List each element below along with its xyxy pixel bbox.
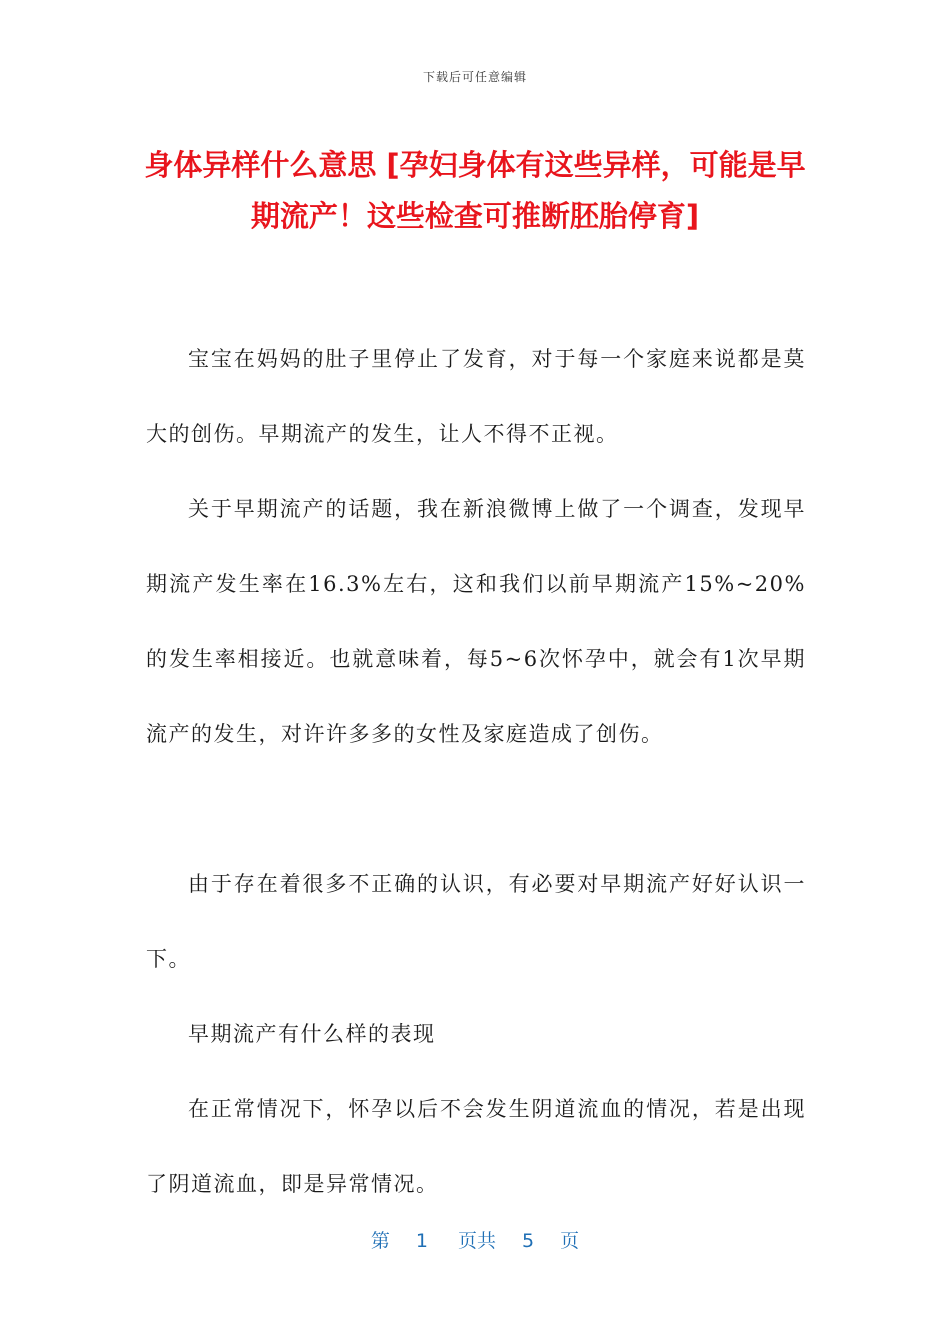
document-body <box>146 322 806 1222</box>
paragraph-2: 关于早期流产的话题，我在新浪微博上做了一个调查，发现早期流产发生率在16.3%左右，这和我们以前早期流产15%~20%的发生率相接近。也就意味着，每5~6次怀孕中，就会有1次早期流产的发生，对许许多多的女性及家庭造成了创伤。 <box>146 497 806 746</box>
page-footer <box>0 1226 950 1253</box>
paragraph-3: 由于存在着很多不正确的认识，有必要对早期流产好好认识一下。 <box>146 872 806 971</box>
current-page-number: 1 <box>415 1230 428 1252</box>
document-title: 身体异样什么意思 [孕妇身体有这些异样，可能是早期流产！这些检查可推断胚胎停育] <box>144 148 806 233</box>
paragraph-4: 在正常情况下，怀孕以后不会发生阴道流血的情况，若是出现了阴道流血，即是异常情况。 <box>146 1097 806 1196</box>
header-note: 下载后可任意编辑 <box>422 70 527 84</box>
footer-mid: 页共 <box>457 1230 496 1252</box>
total-pages-number: 5 <box>522 1230 535 1252</box>
footer-suffix: 页 <box>560 1230 580 1252</box>
section-heading: 早期流产有什么样的表现 <box>188 1022 436 1046</box>
footer-prefix: 第 <box>370 1230 390 1252</box>
paragraph-1: 宝宝在妈妈的肚子里停止了发育，对于每一个家庭来说都是莫大的创伤。早期流产的发生，让人不得不正视。 <box>146 347 806 446</box>
